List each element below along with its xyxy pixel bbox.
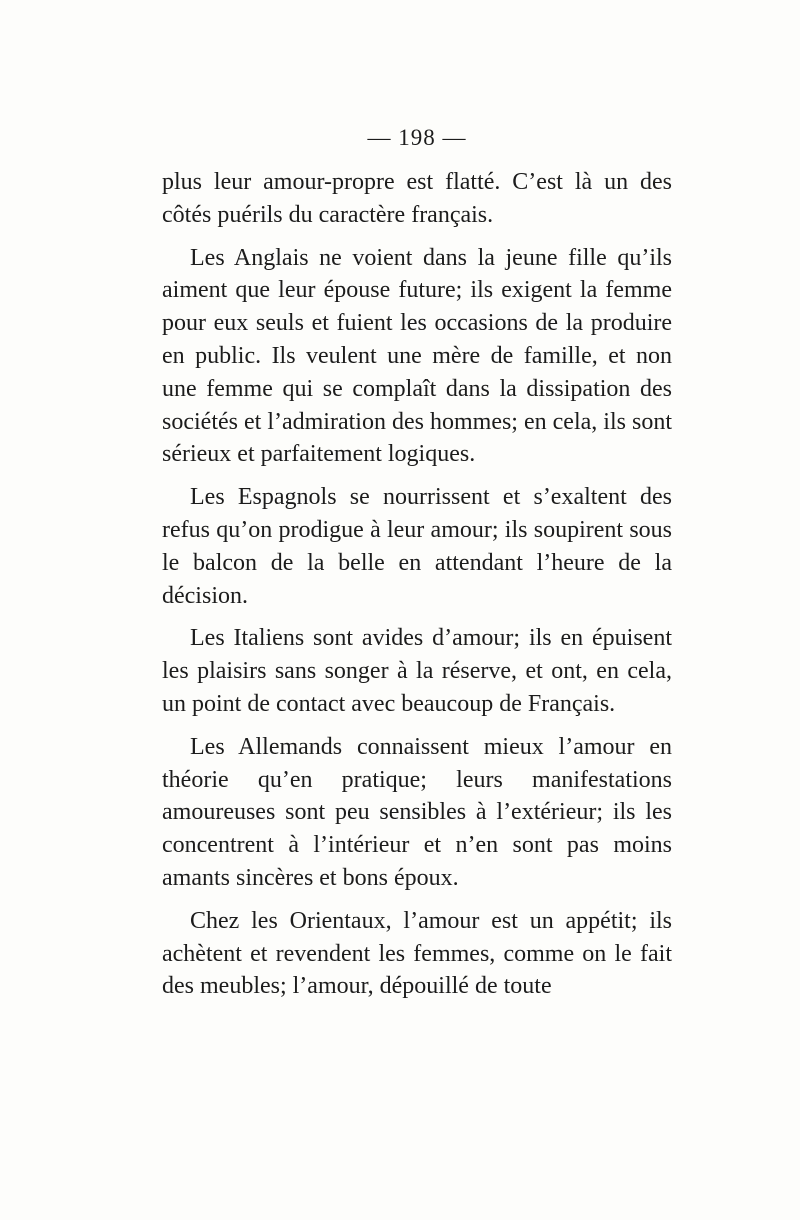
paragraph-allemands: Les Allemands connaissent mieux l’amour en théorie qu’en pratique; leurs manifestations amoureuses sont peu sensibles à l’extérieur; ils les concentrent à l’intérieur et n’en sont pas moins amants sincères et bons époux. [162,733,672,891]
paragraph-italiens: Les Italiens sont avides d’amour; ils en épuisent les plaisirs sans songer à la réserve, et ont, en cela, un point de contact avec beaucoup de Français. [162,625,672,717]
paragraph-anglais: Les Anglais ne voient dans la jeune fille qu’ils aiment que leur épouse future; ils exigent la femme pour eux seuls et fuient les occasions de la produire en public. Ils veulent une mère de famille, et non une femme qui se complaît dans la dissipation des sociétés et l’admiration des hommes; en cela, ils sont sérieux et parfaitement logiques. [162,244,672,468]
paragraph-espagnols: Les Espagnols se nourrissent et s’exaltent des refus qu’on prodigue à leur amour; ils soupirent sous le balcon de la belle en attendant l’heure de la décision. [162,484,672,609]
paragraph-orientaux: Chez les Orientaux, l’amour est un appétit; ils achètent et revendent les femmes, comme on le fait des meubles; l’amour, dépouillé de toute [162,907,672,1000]
paragraph-continuation: plus leur amour-propre est flatté. C’est là un des côtés puérils du caractère français. [162,169,672,228]
page-text [162,122,672,1003]
page-number: — 198 — [367,125,467,150]
